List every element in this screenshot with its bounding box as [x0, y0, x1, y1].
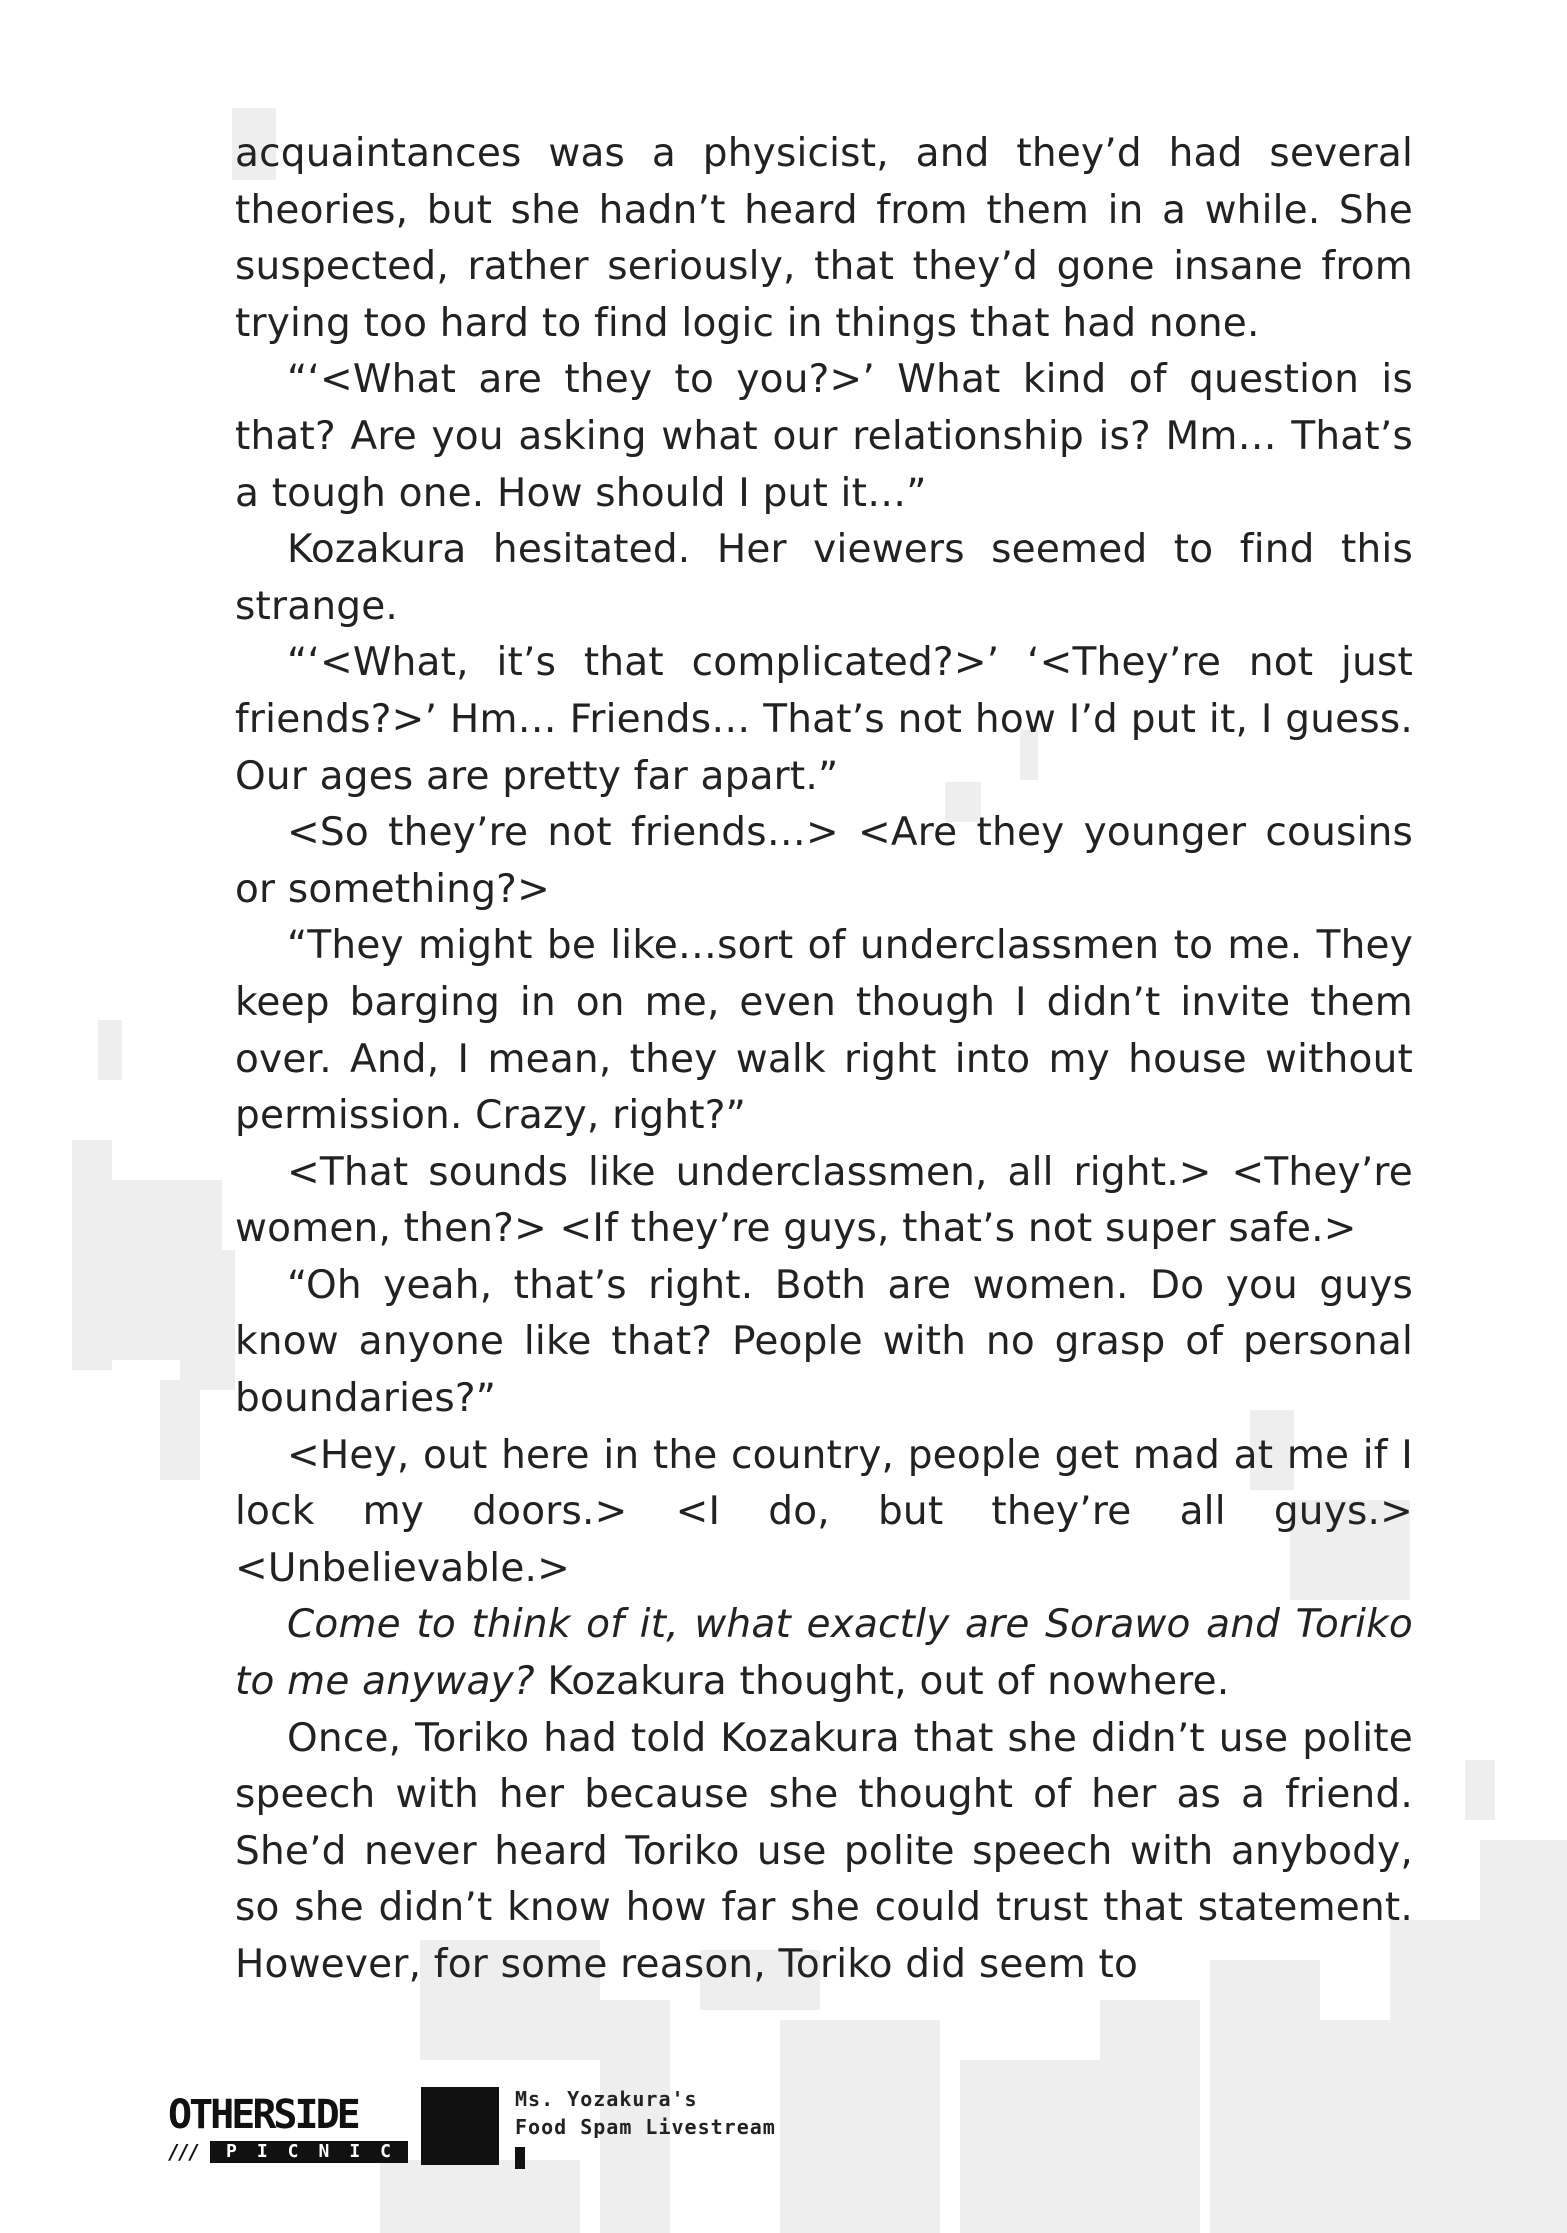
- logo-subtitle: PICNIC: [210, 2141, 408, 2163]
- paragraph: [235, 522, 1413, 635]
- text-run: “‘<What are they to you?>’ What kind of question is that? Are you asking what our relationship is? Mm… That’s a tough one. How should I put it…”: [235, 357, 1413, 516]
- text-run: “‘<What, it’s that complicated?>’ ‘<They’re not just friends?>’ Hm… Friends… That’s not how I’d put it, I guess. Our ages are pretty far apart.”: [235, 640, 1413, 799]
- text-run: <Hey, out here in the country, people get mad at me if I lock my doors.> <I do, but they’re all guys.> <Unbelievable.>: [235, 1432, 1413, 1591]
- paragraph: [235, 805, 1413, 918]
- text-run: Kozakura hesitated. Her viewers seemed to find this strange.: [235, 527, 1413, 629]
- small-bar-decoration: [515, 2147, 525, 2169]
- text-run: acquaintances was a physicist, and they’d had several theories, but she hadn’t heard from them in a while. She suspected, rather seriously, that they’d gone insane from trying too hard to find logic in things that had none.: [235, 131, 1413, 346]
- text-run: Once, Toriko had told Kozakura that she didn’t use polite speech with her because she thought of her as a friend. She’d never heard Toriko use polite speech with anybody, so she didn’t know how far she could trust that statement. However, for some reason, Toriko did seem to: [235, 1715, 1413, 1987]
- series-logo: [168, 2092, 412, 2167]
- text-run: <That sounds like underclassmen, all right.> <They’re women, then?> <If they’re guys, that’s not super safe.>: [235, 1149, 1413, 1252]
- text-run: <So they’re not friends…> <Are they younger cousins or something?>: [235, 810, 1413, 912]
- logo-wordmark-top: OTHERSIDE: [168, 2092, 358, 2138]
- text-run: “They might be like…sort of underclassmen to me. They keep barging in on me, even though I didn’t invite them over. And, I mean, they walk right into my house without permission. Crazy, right?”: [235, 923, 1413, 1139]
- text-run: “Oh yeah, that’s right. Both are women. Do you guys know anyone like that? People with no grasp of personal boundaries?”: [235, 1262, 1413, 1422]
- black-square-decoration: [421, 2087, 499, 2165]
- italic-run: Come to think of it, what exactly are Sorawo and Toriko to me anyway?: [235, 1602, 1413, 1705]
- paragraph: [235, 126, 1413, 352]
- body-text: [235, 126, 1413, 1994]
- logo-slashes: ///: [168, 2140, 199, 2164]
- paragraph: [235, 352, 1413, 522]
- paragraph: [235, 1597, 1413, 1710]
- paragraph: [235, 1711, 1413, 1994]
- paragraph: [235, 1145, 1413, 1258]
- logo-wordmark-bottom: [168, 2139, 412, 2165]
- text-run: Kozakura thought, out of nowhere.: [534, 1659, 1230, 1705]
- paragraph: [235, 1428, 1413, 1598]
- paragraph: [235, 635, 1413, 805]
- paragraph: [235, 918, 1413, 1144]
- footer: [168, 2080, 868, 2180]
- book-title-line-2: Food Spam Livestream: [515, 2115, 776, 2139]
- book-title-line-1: Ms. Yozakura's: [515, 2087, 698, 2111]
- paragraph: [235, 1258, 1413, 1428]
